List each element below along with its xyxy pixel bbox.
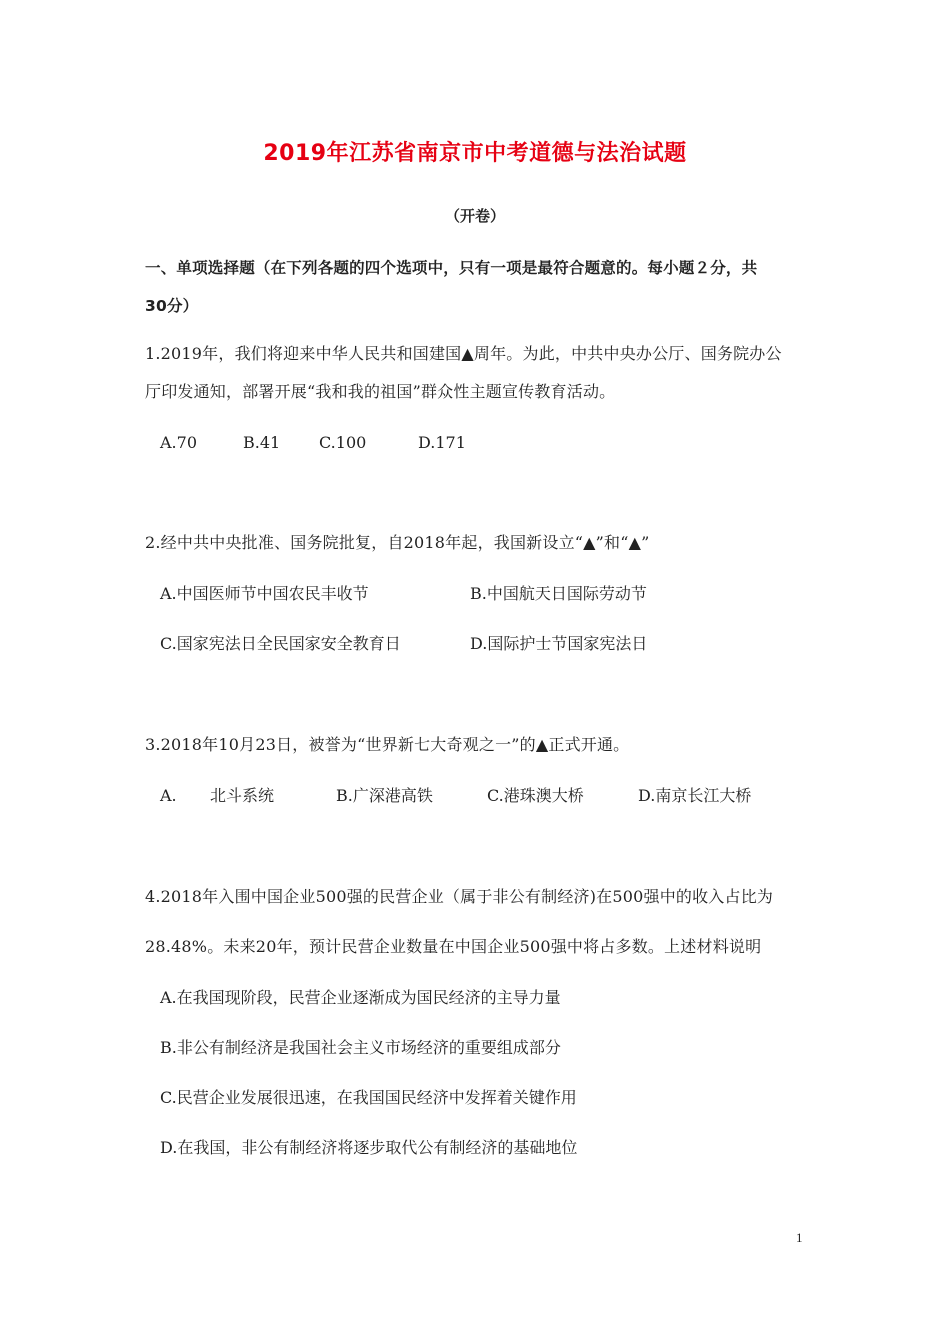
question-3-option-a-letter: A. xyxy=(160,786,177,805)
question-2-option-c: C.国家宪法日全民国家安全教育日 xyxy=(160,634,401,653)
question-3-option-a-text: 北斗系统 xyxy=(210,786,275,805)
question-4-line2: 28.48%。未来20年，预计民营企业数量在中国企业500强中将占多数。上述材料说明 xyxy=(145,937,762,956)
section-heading-line2: 30分） xyxy=(145,297,199,315)
question-3-option-b: B.广深港高铁 xyxy=(336,786,433,805)
question-2-option-b: B.中国航天日国际劳动节 xyxy=(470,584,647,603)
question-2-option-d: D.国际护士节国家宪法日 xyxy=(470,634,648,653)
question-1-option-d: D.171 xyxy=(418,433,466,452)
question-3-option-d: D.南京长江大桥 xyxy=(638,786,752,805)
question-3-line1: 3.2018年10月23日，被誉为“世界新七大奇观之一”的▲正式开通。 xyxy=(145,735,630,754)
question-4-option-b: B.非公有制经济是我国社会主义市场经济的重要组成部分 xyxy=(160,1038,561,1057)
question-2-option-a: A.中国医师节中国农民丰收节 xyxy=(160,584,369,603)
page-subtitle: （开卷） xyxy=(444,207,505,225)
page-title: 2019年江苏省南京市中考道德与法治试题 xyxy=(263,141,687,166)
question-1-line2: 厅印发通知，部署开展“我和我的祖国”群众性主题宣传教育活动。 xyxy=(145,382,616,401)
page-number: 1 xyxy=(796,1230,803,1245)
question-4-line1: 4.2018年入围中国企业500强的民营企业（属于非公有制经济)在500强中的收入占比为 xyxy=(145,887,774,906)
question-2-line1: 2.经中共中央批准、国务院批复，自2018年起，我国新设立“▲”和“▲” xyxy=(145,533,650,552)
question-4-option-a: A.在我国现阶段，民营企业逐渐成为国民经济的主导力量 xyxy=(160,988,561,1007)
question-1-option-c: C.100 xyxy=(319,433,367,452)
question-1-option-a: A.70 xyxy=(160,433,197,452)
question-1-line1: 1.2019年，我们将迎来中华人民共和国建国▲周年。为此，中共中央办公厅、国务院办公 xyxy=(145,344,782,363)
section-heading-line1: 一、单项选择题（在下列各题的四个选项中，只有一项是最符合题意的。每小题２分，共 xyxy=(145,259,758,277)
question-4-option-d: D.在我国，非公有制经济将逐步取代公有制经济的基础地位 xyxy=(160,1138,578,1157)
question-4-option-c: C.民营企业发展很迅速，在我国国民经济中发挥着关键作用 xyxy=(160,1088,577,1107)
question-1-option-b: B.41 xyxy=(243,433,281,452)
question-3-option-c: C.港珠澳大桥 xyxy=(487,786,584,805)
